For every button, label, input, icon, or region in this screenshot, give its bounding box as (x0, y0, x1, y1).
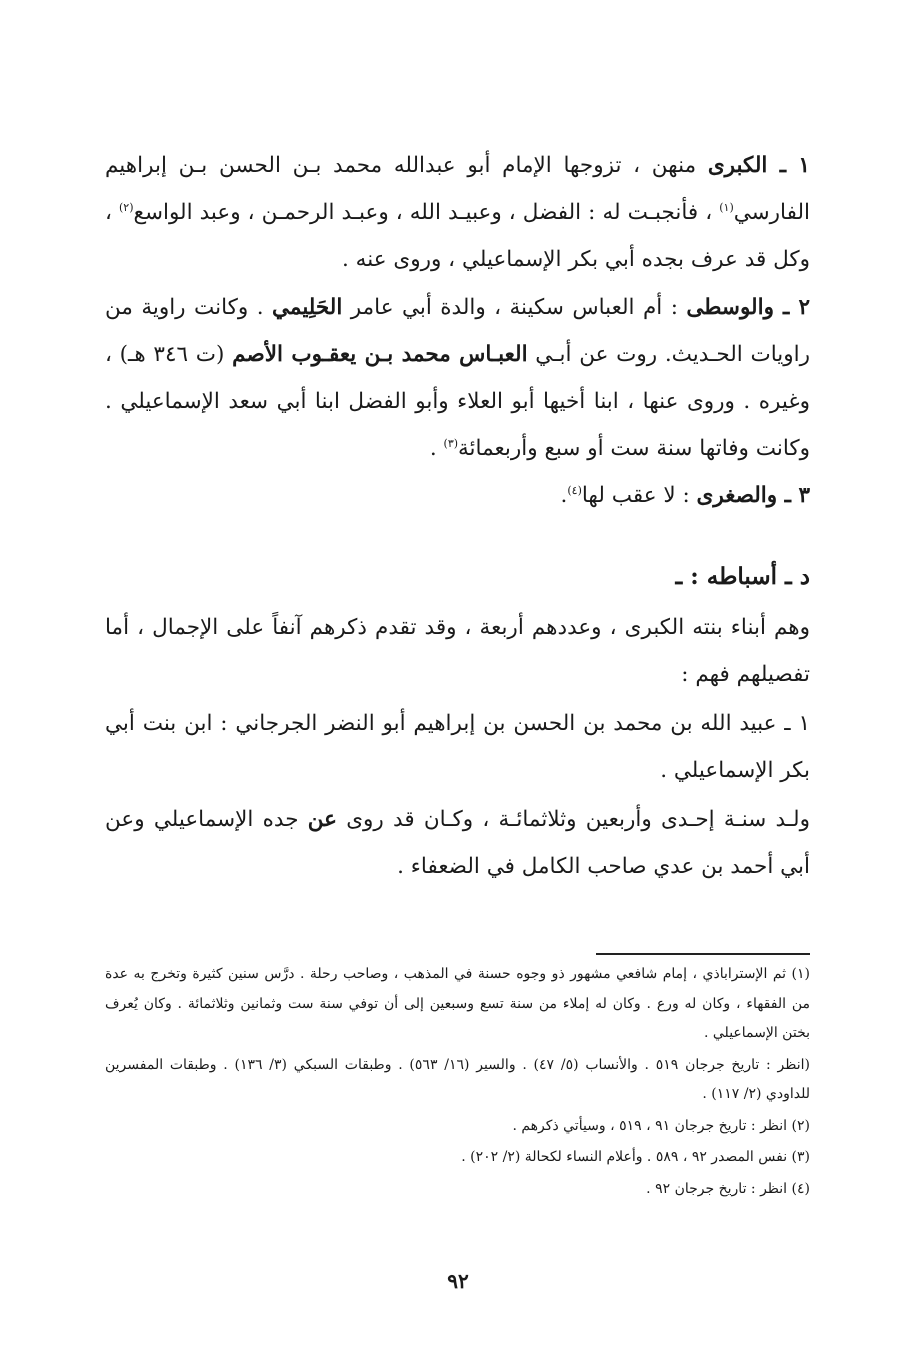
footnote-1: (١) ثم الإستراباذي ، إمام شافعي مشهور ذو وجوه حسنة في المذهب ، وصاحب رحلة . درَّس سنين كثيرة وتخرج به عدة من الفقهاء ، وكان له ورع . وكان له إملاء من سنة تسع وسبعين إلى أن توفي سنة ست وثمانين وثلاثمائة . وكان يُعرف بختن الإسماعيلي . (105, 966, 810, 1041)
paragraph-2 (105, 284, 810, 472)
para3-label: ٣ ـ والصغرى (696, 483, 810, 508)
para6-text-b: جده الإسماعيلي وعن أبي أحمد بن عدي صاحب الكامل في الضعفاء . (105, 807, 810, 879)
para1-text-a: منهن ، تزوجها الإمام أبو عبدالله محمد بـن الحسن بـن إبراهيم الفارسي (105, 153, 811, 225)
paragraph-5 (105, 700, 810, 794)
footnote-separator (596, 953, 810, 955)
para2-name-halimi: الحَلِيمي (271, 295, 343, 320)
paragraph-1 (105, 142, 810, 283)
para5-text: ١ ـ عبيد الله بن محمد بن الحسن بن إبراهيم أبو النضر الجرجاني : ابن بنت أبي بكر الإسماعيلي . (105, 711, 810, 783)
footnote-ref-2[interactable]: (٢) (119, 200, 134, 214)
para1-label: ١ ـ الكبرى (707, 153, 810, 178)
paragraph-3 (105, 472, 810, 519)
para6-text-a: ولـد سنـة إحـدى وأربعين وثلاثمائـة ، وكـان قد روى (336, 807, 810, 832)
para2-text-d: . (429, 436, 444, 461)
para2-text-b: . وكانت راوية من راويات الحـديث. روت عن أبـي (105, 295, 811, 367)
para2-name-asam: العبـاس محمد بـن يعقـوب الأصم (232, 342, 528, 367)
footnote-ref-1[interactable]: (١) (719, 200, 734, 214)
footnote-ref-3[interactable]: (٣) (443, 436, 459, 450)
paragraph-6 (105, 796, 810, 890)
footnote-ref-4[interactable]: (٤) (567, 483, 582, 497)
page-number: ٩٢ (447, 1269, 469, 1293)
para1-text-b: ، فأنجبـت له : الفضل ، وعبيـد الله ، وعبـد الرحمـن ، وعبد الواسع (133, 200, 720, 225)
footnote-4: (٤) انظر : تاريخ جرجان ٩٢ . (646, 1180, 810, 1197)
para2-label: ٢ ـ والوسطى (686, 295, 810, 320)
section-heading: د ـ أسباطه : ـ (675, 563, 810, 590)
footnote-1-references: (انظر : تاريخ جرجان ٥١٩ . والأنساب (٥/ ٤٧) . والسير (١٦/ ٥٦٣) . وطبقات السبكي (٣/ ١٣٦) . وطبقات المفسرين للداودي (٢/ ١١٧) . (105, 1056, 810, 1102)
para4-text: وهم أبناء بنته الكبرى ، وعددهم أربعة ، وقد تقدم ذكرهم آنفاً على الإجمال ، أما تفصيلهم فهم : (105, 615, 810, 687)
paragraph-4 (105, 604, 810, 698)
footnote-3: (٣) نفس المصدر ٩٢ ، ٥٨٩ . وأعلام النساء لكحالة (٢/ ٢٠٢) . (461, 1149, 810, 1165)
para2-text-a: : أم العباس سكينة ، والدة أبي عامر (342, 295, 687, 320)
para2-text-c: (ت ٣٤٦ هـ) ، وغيره . وروى عنها ، ابنا أخيها أبو العلاء وأبو الفضل ابنا أبي سعد الإسماعيلي . وكانت وفاتها سنة ست أو سبع وأربعمائة (105, 342, 810, 461)
footnotes (105, 960, 810, 1204)
para1-text-c: ، وكل قد عرف بجده أبي بكر الإسماعيلي ، وروى عنه . (105, 200, 810, 272)
para3-text-a: : لا عقب لها (581, 483, 697, 508)
para3-text-b: . (560, 483, 568, 508)
footnote-2: (٢) انظر : تاريخ جرجان ٩١ ، ٥١٩ ، وسيأتي ذكرهم . (512, 1117, 810, 1134)
para6-word-an: عن (307, 807, 337, 832)
